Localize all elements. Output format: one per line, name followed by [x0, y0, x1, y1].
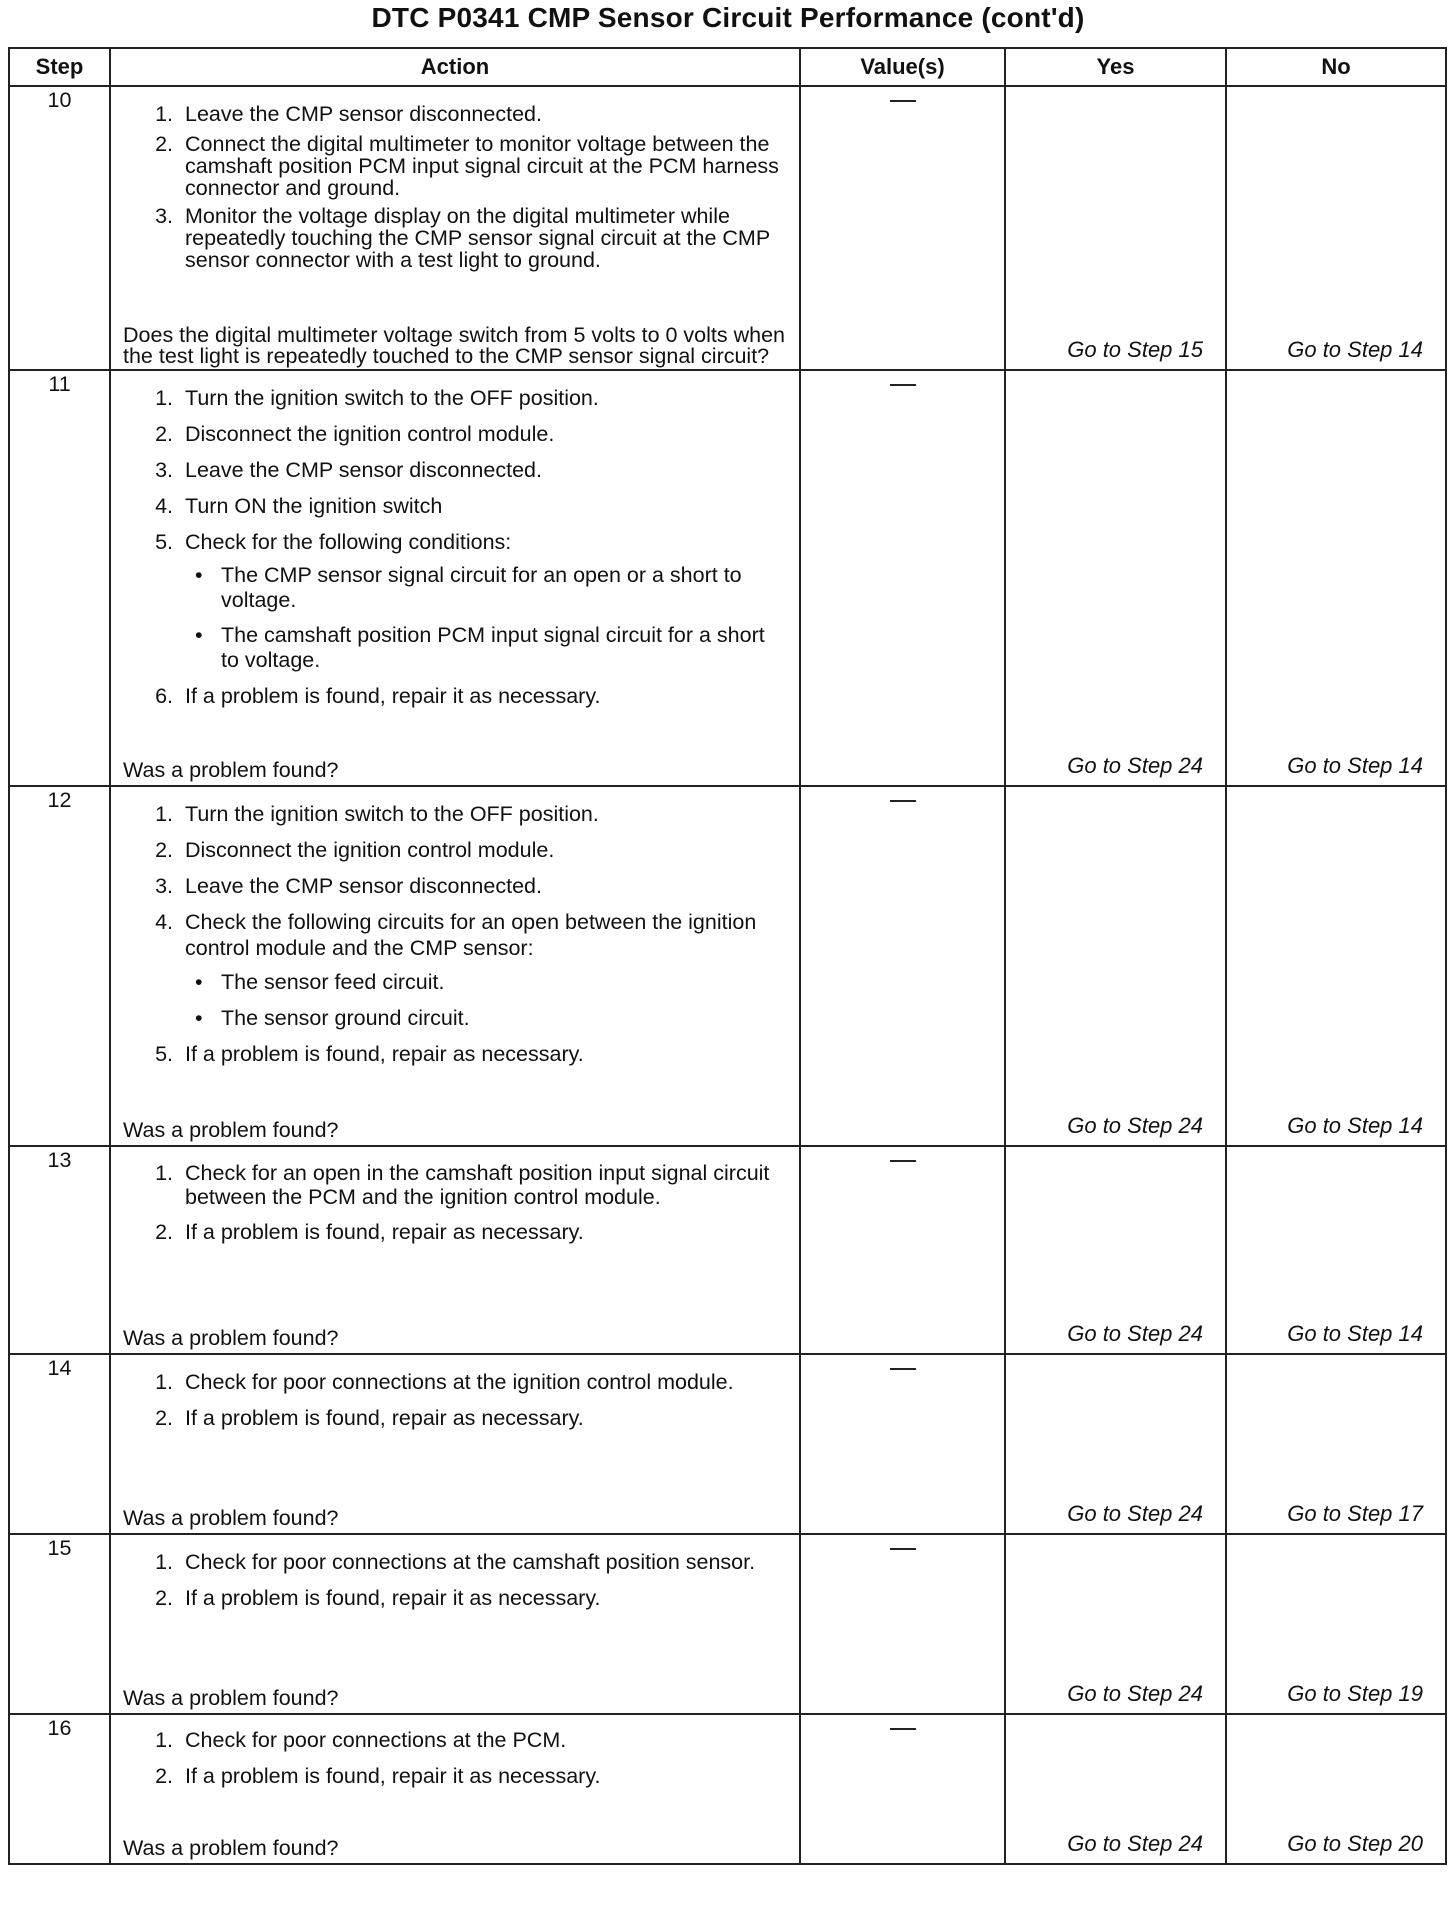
table-row-step-15	[9, 1534, 1446, 1714]
yes-goto-link: Go to Step 24	[1067, 1321, 1203, 1346]
circuit-list	[185, 969, 779, 1031]
action-question: Was a problem found?	[123, 1118, 339, 1142]
action-cell	[110, 370, 800, 786]
action-item: 3. Leave the CMP sensor disconnected.	[179, 457, 779, 483]
action-item: 2. Disconnect the ignition control module.	[179, 421, 779, 447]
table-row-step-13	[9, 1146, 1446, 1354]
table-row-step-10	[9, 86, 1446, 370]
diagnostic-table	[8, 47, 1447, 1865]
action-list	[111, 1535, 799, 1621]
yes-cell	[1005, 1534, 1226, 1714]
action-cell	[110, 1146, 800, 1354]
step-number: 15	[9, 1534, 110, 1714]
no-cell	[1226, 1534, 1446, 1714]
action-item: 1. Turn the ignition switch to the OFF position.	[179, 385, 779, 411]
step-number: 11	[9, 370, 110, 786]
value-dash	[890, 800, 916, 802]
header-no: No	[1226, 48, 1446, 86]
no-cell	[1226, 370, 1446, 786]
page-title: DTC P0341 CMP Sensor Circuit Performance (cont'd)	[371, 2, 1085, 33]
step-number: 14	[9, 1354, 110, 1534]
value-dash	[890, 1548, 916, 1550]
action-item: 1. Check for poor connections at the camshaft position sensor.	[179, 1549, 779, 1575]
yes-cell	[1005, 786, 1226, 1146]
value-cell	[800, 1534, 1005, 1714]
action-list	[111, 1355, 799, 1441]
value-dash	[890, 384, 916, 386]
action-item: 2. If a problem is found, repair as necessary.	[179, 1405, 779, 1431]
action-item: 1. Leave the CMP sensor disconnected.	[179, 101, 779, 127]
no-goto-link: Go to Step 20	[1287, 1831, 1423, 1856]
table-row-step-14	[9, 1354, 1446, 1534]
value-cell	[800, 786, 1005, 1146]
action-question: Was a problem found?	[123, 758, 339, 782]
header-yes: Yes	[1005, 48, 1226, 86]
header-values: Value(s)	[800, 48, 1005, 86]
action-item	[179, 909, 779, 1031]
action-question: Was a problem found?	[123, 1686, 339, 1710]
condition-list	[185, 563, 779, 673]
action-item-text: Check the following circuits for an open between the ignition control module and the CMP sensor:	[185, 910, 757, 960]
action-question: Does the digital multimeter voltage switch from 5 volts to 0 volts when the test light is repeatedly touched to the CMP sensor signal circuit?	[123, 323, 786, 368]
action-cell	[110, 1354, 800, 1534]
action-question: Was a problem found?	[123, 1506, 339, 1530]
value-cell	[800, 1146, 1005, 1354]
yes-goto-link: Go to Step 24	[1067, 1501, 1203, 1526]
action-item: 4. Turn ON the ignition switch	[179, 493, 779, 519]
yes-cell	[1005, 86, 1226, 370]
yes-cell	[1005, 370, 1226, 786]
table-row-step-11	[9, 370, 1446, 786]
action-item	[179, 529, 779, 673]
yes-cell	[1005, 1146, 1226, 1354]
yes-goto-link: Go to Step 24	[1067, 1831, 1203, 1856]
no-cell	[1226, 1354, 1446, 1534]
action-item: 2. If a problem is found, repair as necessary.	[179, 1219, 779, 1245]
yes-goto-link: Go to Step 24	[1067, 1113, 1203, 1138]
action-list	[111, 87, 799, 281]
value-dash	[890, 1728, 916, 1730]
action-item: 5. If a problem is found, repair as necessary.	[179, 1041, 779, 1067]
action-item: 1. Turn the ignition switch to the OFF position.	[179, 801, 779, 827]
step-number: 12	[9, 786, 110, 1146]
table-row-step-12	[9, 786, 1446, 1146]
step-number: 10	[9, 86, 110, 370]
header-action: Action	[110, 48, 800, 86]
action-item: 2. Connect the digital multimeter to monitor voltage between the camshaft position PCM input signal circuit at the PCM harness connector and ground.	[179, 133, 779, 199]
value-cell	[800, 1714, 1005, 1864]
value-cell	[800, 1354, 1005, 1534]
action-question: Was a problem found?	[123, 1326, 339, 1350]
value-cell	[800, 86, 1005, 370]
value-dash	[890, 1368, 916, 1370]
no-goto-link: Go to Step 14	[1287, 337, 1423, 362]
action-question: Was a problem found?	[123, 1836, 339, 1860]
no-cell	[1226, 86, 1446, 370]
step-number: 13	[9, 1146, 110, 1354]
action-cell	[110, 786, 800, 1146]
no-goto-link: Go to Step 14	[1287, 753, 1423, 778]
no-goto-link: Go to Step 19	[1287, 1681, 1423, 1706]
action-cell	[110, 86, 800, 370]
action-list	[111, 371, 799, 719]
no-goto-link: Go to Step 17	[1287, 1501, 1423, 1526]
table-row-step-16	[9, 1714, 1446, 1864]
action-item: 6. If a problem is found, repair it as necessary.	[179, 683, 779, 709]
action-cell	[110, 1534, 800, 1714]
action-list	[111, 787, 799, 1077]
yes-goto-link: Go to Step 15	[1067, 337, 1203, 362]
yes-cell	[1005, 1354, 1226, 1534]
no-goto-link: Go to Step 14	[1287, 1113, 1423, 1138]
action-item-text: Check for the following conditions:	[185, 530, 512, 554]
yes-cell	[1005, 1714, 1226, 1864]
no-cell	[1226, 1714, 1446, 1864]
header-step: Step	[9, 48, 110, 86]
action-item: 3. Monitor the voltage display on the digital multimeter while repeatedly touching the CMP sensor signal circuit at the CMP sensor connector with a test light to ground.	[179, 205, 779, 271]
value-dash	[890, 1160, 916, 1162]
yes-goto-link: Go to Step 24	[1067, 753, 1203, 778]
yes-goto-link: Go to Step 24	[1067, 1681, 1203, 1706]
action-item: 1. Check for poor connections at the PCM.	[179, 1727, 779, 1753]
action-cell	[110, 1714, 800, 1864]
action-list	[111, 1715, 799, 1799]
action-item: 2. If a problem is found, repair it as necessary.	[179, 1763, 779, 1789]
condition-item: • The camshaft position PCM input signal circuit for a short to voltage.	[215, 623, 779, 673]
action-item: 2. Disconnect the ignition control module.	[179, 837, 779, 863]
action-item: 3. Leave the CMP sensor disconnected.	[179, 873, 779, 899]
header-row	[9, 48, 1446, 86]
action-item: 2. If a problem is found, repair it as necessary.	[179, 1585, 779, 1611]
step-number: 16	[9, 1714, 110, 1864]
no-cell	[1226, 1146, 1446, 1354]
value-dash	[890, 100, 916, 102]
circuit-item: • The sensor ground circuit.	[215, 1005, 779, 1031]
action-item: 1. Check for an open in the camshaft position input signal circuit between the PCM and the ignition control module.	[179, 1161, 779, 1209]
no-cell	[1226, 786, 1446, 1146]
action-item: 1. Check for poor connections at the ignition control module.	[179, 1369, 779, 1395]
action-list	[111, 1147, 799, 1255]
value-cell	[800, 370, 1005, 786]
condition-item: • The CMP sensor signal circuit for an open or a short to voltage.	[215, 563, 779, 613]
no-goto-link: Go to Step 14	[1287, 1321, 1423, 1346]
circuit-item: • The sensor feed circuit.	[215, 969, 779, 995]
